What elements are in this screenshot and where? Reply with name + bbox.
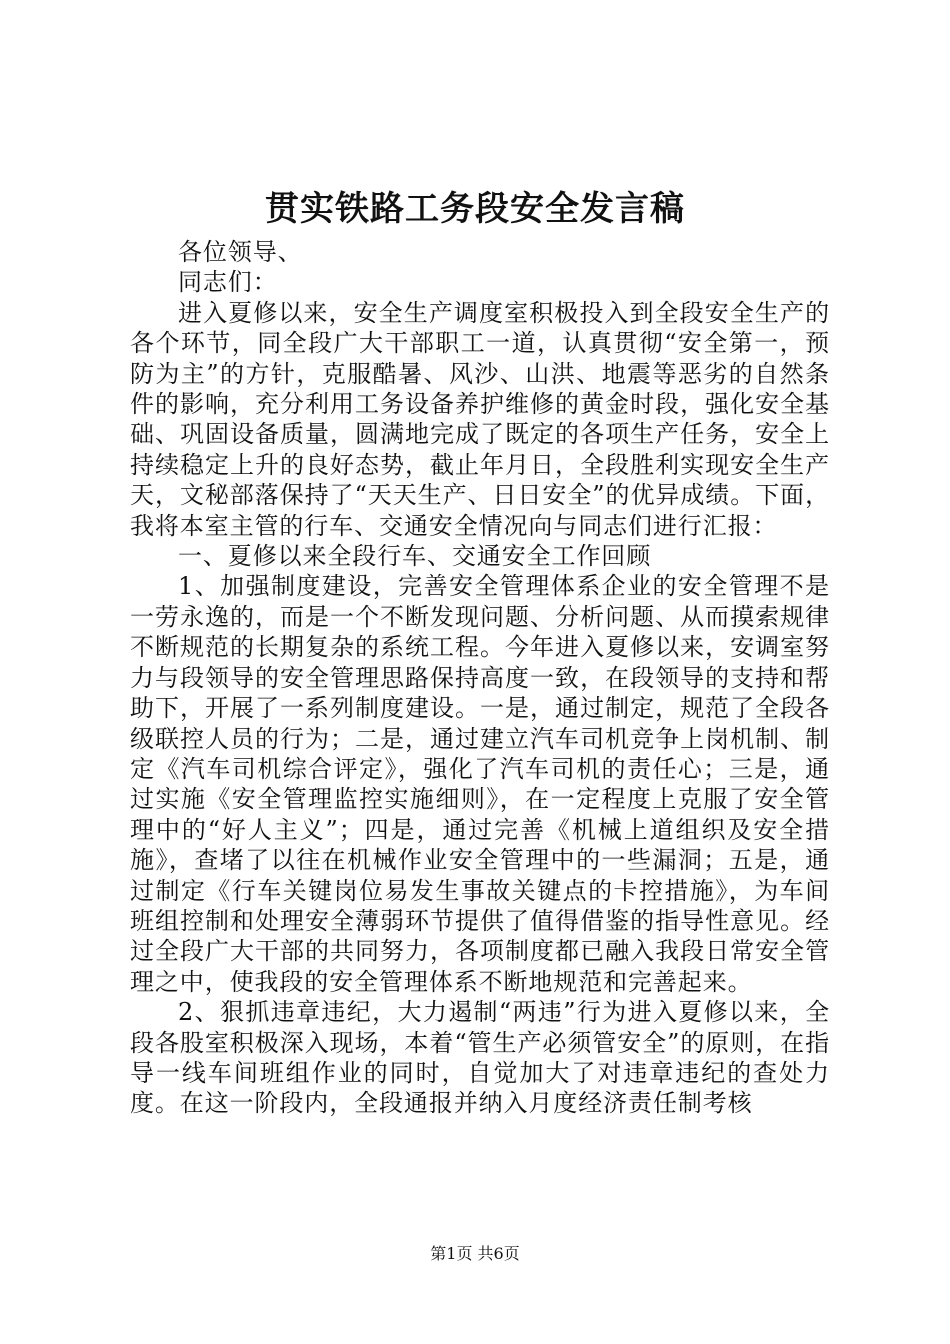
salutation-line-1: 各位领导、 <box>178 238 303 266</box>
section-heading: 一、夏修以来全段行车、交通安全工作回顾 <box>178 542 652 571</box>
page-footer: 第1页 共6页 <box>430 1244 520 1263</box>
salutation-line-2: 同志们： <box>178 268 278 297</box>
intro-paragraph: 进入夏修以来，安全生产调度室积极投入到全段安全生产的各个环节，同全段广大干部职工一道，认真贯彻“安全第一，预防为主”的方针，克服酷暑、风沙、山洪、地震等恶劣的自然条件的影响，充分利用工务设备养护维修的黄金时段，强化安全基础、巩固设备质量，圆满地完成了既定的各项生产任务，安全上持续稳定上升的良好态势，截止年月日，全段胜利实现安全生产天，文秘部落保持了“天天生产、日日安全”的优异成绩。下面，我将本室主管的行车、交通安全情况向与同志们进行汇报： <box>130 298 830 540</box>
body-paragraph-1: 1、加强制度建设，完善安全管理体系企业的安全管理不是一劳永逸的，而是一个不断发现问题、分析问题、从而摸索规律不断规范的长期复杂的系统工程。今年进入夏修以来，安调室努力与段领导的安全管理思路保持高度一致，在段领导的支持和帮助下，开展了一系列制度建设。一是，通过制定，规范了全段各级联控人员的行为；二是，通过建立汽车司机竞争上岗机制、制定《汽车司机综合评定》，强化了汽车司机的责任心；三是，通过实施《安全管理监控实施细则》，在一定程度上克服了安全管理中的“好人主义”；四是，通过完善《机械上道组织及安全措施》，查堵了以往在机械作业安全管理中的一些漏洞；五是，通过制定《行车关键岗位易发生事故关键点的卡控措施》，为车间班组控制和处理安全薄弱环节提供了值得借鉴的指导性意见。经过全段广大干部的共同努力，各项制度都已融入我段日常安全管理之中，使我段的安全管理体系不断地规范和完善起来。 <box>130 572 830 996</box>
document-title: 贯实铁路工务段安全发言稿 <box>265 189 685 229</box>
body-paragraph-2: 2、狠抓违章违纪，大力遏制“两违”行为进入夏修以来，全段各股室积极深入现场，本着“管生产必须管安全”的原则，在指导一线车间班组作业的同时，自觉加大了对违章违纪的查处力度。在这一阶段内，全段通报并纳入月度经济责任制考核 <box>130 998 830 1118</box>
document-body <box>130 237 830 1119</box>
